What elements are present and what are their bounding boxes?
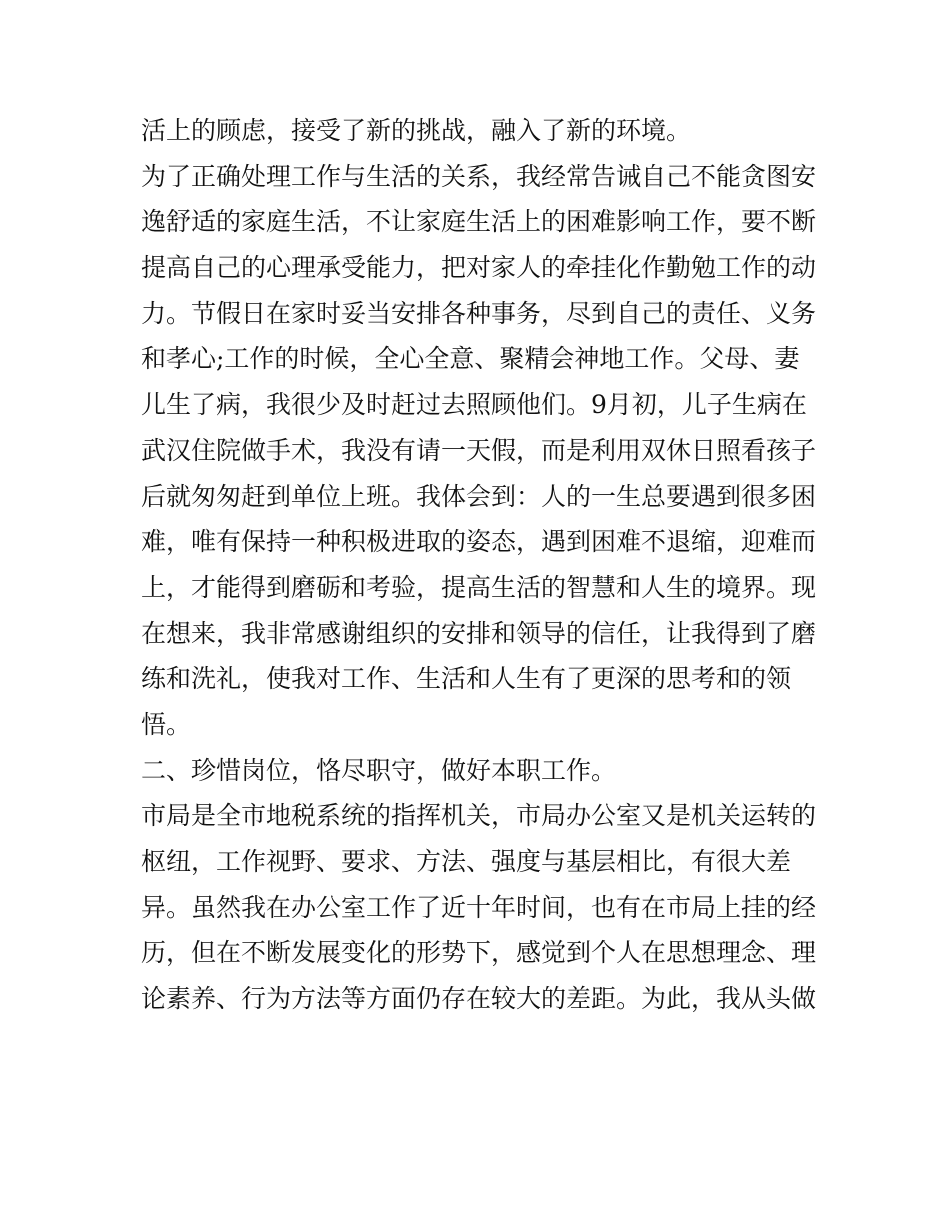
text-line: 练和洗礼，使我对工作、生活和人生有了更深的思考和的领 — [141, 664, 792, 694]
text-line: 力。节假日在家时妥当安排各种事务，尽到自己的责任、义务 — [141, 298, 817, 328]
text-line: 论素养、行为方法等方面仍存在较大的差距。为此，我从头做 — [141, 984, 817, 1014]
text-line: 逸舒适的家庭生活，不让家庭生活上的困难影响工作，要不断 — [141, 207, 817, 237]
text-line: 历，但在不断发展变化的形势下，感觉到个人在思想理念、理 — [141, 938, 817, 968]
text-line: 儿生了病，我很少及时赶过去照顾他们。9月初，儿子生病在 — [141, 390, 807, 420]
text-line: 在想来，我非常感谢组织的安排和领导的信任，让我得到了磨 — [141, 618, 817, 648]
text-line: 武汉住院做手术，我没有请一天假，而是利用双休日照看孩子 — [141, 435, 817, 465]
text-line: 上，才能得到磨砺和考验，提高生活的智慧和人生的境界。现 — [141, 572, 817, 602]
text-line: 活上的顾虑，接受了新的挑战，融入了新的环境。 — [141, 116, 692, 145]
text-line: 后就匆匆赶到单位上班。我体会到：人的一生总要遇到很多困 — [141, 481, 817, 511]
document-body — [141, 108, 821, 1022]
text-line: 和孝心;工作的时候，全心全意、聚精会神地工作。父母、妻 — [141, 344, 800, 374]
text-line: 异。虽然我在办公室工作了近十年时间，也有在市局上挂的经 — [141, 892, 817, 922]
text-line: 枢纽，工作视野、要求、方法、强度与基层相比，有很大差 — [141, 847, 792, 876]
section-heading: 二、珍惜岗位，恪尽职守，做好本职工作。 — [141, 755, 617, 785]
text-line: 市局是全市地税系统的指挥机关，市局办公室又是机关运转的 — [141, 801, 817, 831]
text-line: 为了正确处理工作与生活的关系，我经常告诫自己不能贪图安 — [141, 161, 817, 191]
text-line: 悟。 — [141, 709, 192, 739]
text-line: 难，唯有保持一种积极进取的姿态，遇到困难不退缩，迎难而 — [141, 527, 817, 557]
text-line: 提高自己的心理承受能力，把对家人的牵挂化作勤勉工作的动 — [141, 253, 817, 283]
